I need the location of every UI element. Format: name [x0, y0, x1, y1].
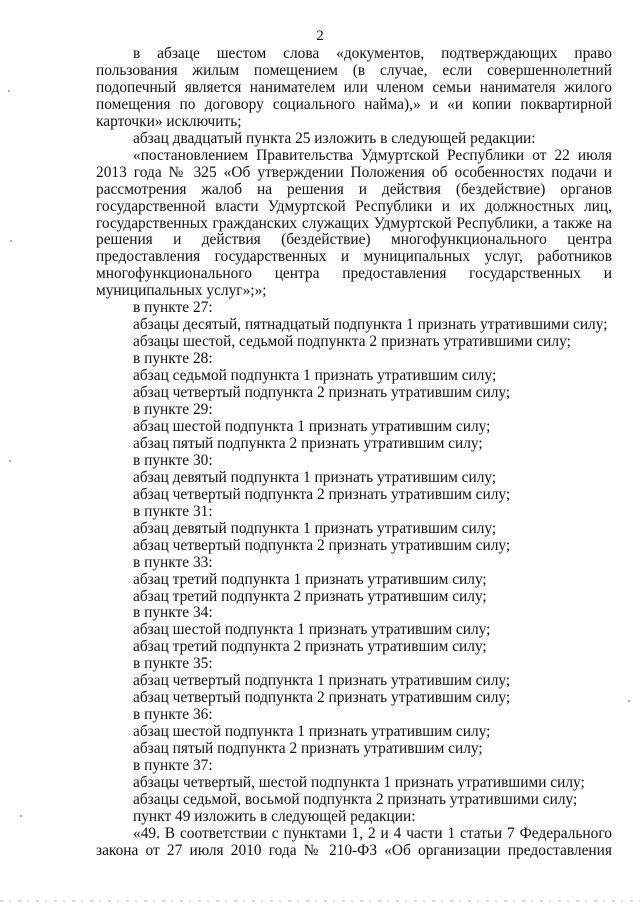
paragraph: абзац шестой подпункта 1 признать утратившим силу; — [133, 621, 491, 639]
paragraph: «постановлением Правительства Удмуртской Республики от 22 июля 2013 года № 325 «Об утверждении Положения об особенностях подачи и рассмотрения жалоб на решения и действия (бездействие) органов государственной власти Удмуртской Республики и их должностных лиц, государственных гражданских служащих Удмуртской Республики, а также на решения и действия (бездействие) многофункционального центра предоставления государственных и муниципальных услуг, работников многофункционального центра предоставления государственных и муниципальных услуг»;»; — [96, 146, 612, 300]
paragraph: абзац двадцатый пункта 25 изложить в следующей редакции: — [133, 129, 536, 147]
scan-edge-noise — [0, 900, 640, 902]
paragraph: в пункте 37: — [133, 757, 213, 775]
paragraph: абзацы четвертый, шестой подпункта 1 признать утратившими силу; — [133, 773, 585, 791]
scan-speck — [10, 240, 12, 242]
paragraph: абзацы десятый, пятнадцатый подпункта 1 признать утратившими силу; — [133, 316, 608, 334]
paragraph: абзац шестой подпункта 1 признать утратившим силу; — [133, 417, 491, 435]
paragraph: абзац четвертый подпункта 2 признать утратившим силу; — [133, 536, 511, 554]
paragraph: в пункте 30: — [133, 451, 213, 469]
paragraph: в пункте 27: — [133, 299, 213, 317]
scan-speck — [20, 815, 22, 817]
paragraph: в пункте 28: — [133, 350, 213, 368]
page-number: 2 — [316, 28, 324, 44]
paragraph: абзацы седьмой, восьмой подпункта 2 признать утратившими силу; — [133, 790, 578, 808]
paragraph: абзац пятый подпункта 2 признать утратившим силу; — [133, 740, 483, 758]
paragraph: в пункте 36: — [133, 706, 213, 724]
paragraph: абзац пятый подпункта 2 признать утратившим силу; — [133, 434, 483, 452]
paragraph: в абзаце шестом слова «документов, подтверждающих право пользования жилым помещением (в случае, если совершеннолетний подопечный является нанимателем или членом семьи нанимателя жилого помещения по договору социального найма),» и «и копии поквартирной карточки» исключить; — [96, 45, 612, 130]
paragraph: «49. В соответствии с пунктами 1, 2 и 4 части 1 статьи 7 Федерального закона от 27 июля 2010 года № 210-ФЗ «Об организации предоставления — [96, 824, 612, 859]
paragraph: абзац четвертый подпункта 2 признать утратившим силу; — [133, 689, 511, 707]
paragraph: в пункте 35: — [133, 655, 213, 673]
paragraph: пункт 49 изложить в следующей редакции: — [133, 807, 416, 825]
paragraph: абзацы шестой, седьмой подпункта 2 признать утратившими силу; — [133, 333, 571, 351]
scan-speck — [9, 460, 11, 462]
paragraph: абзац седьмой подпункта 1 признать утратившим силу; — [133, 367, 497, 385]
paragraph: абзац четвертый подпункта 2 признать утратившим силу; — [133, 485, 511, 503]
paragraph: абзац третий подпункта 2 признать утратившим силу; — [133, 587, 487, 605]
paragraph: в пункте 34: — [133, 604, 213, 622]
scan-speck — [8, 90, 10, 92]
paragraph: в пункте 31: — [133, 502, 213, 520]
paragraph: абзац девятый подпункта 1 признать утратившим силу; — [133, 519, 497, 537]
paragraph: абзац четвертый подпункта 1 признать утратившим силу; — [133, 672, 511, 690]
paragraph: абзац третий подпункта 2 признать утратившим силу; — [133, 638, 487, 656]
paragraph: в пункте 33: — [133, 553, 213, 571]
scan-speck — [628, 700, 630, 702]
paragraph: абзац третий подпункта 1 признать утратившим силу; — [133, 570, 487, 588]
document-body — [96, 46, 612, 860]
paragraph: абзац девятый подпункта 1 признать утратившим силу; — [133, 468, 497, 486]
paragraph: абзац шестой подпункта 1 признать утратившим силу; — [133, 723, 491, 741]
paragraph: в пункте 29: — [133, 401, 213, 419]
paragraph: абзац четвертый подпункта 2 признать утратившим силу; — [133, 384, 511, 402]
